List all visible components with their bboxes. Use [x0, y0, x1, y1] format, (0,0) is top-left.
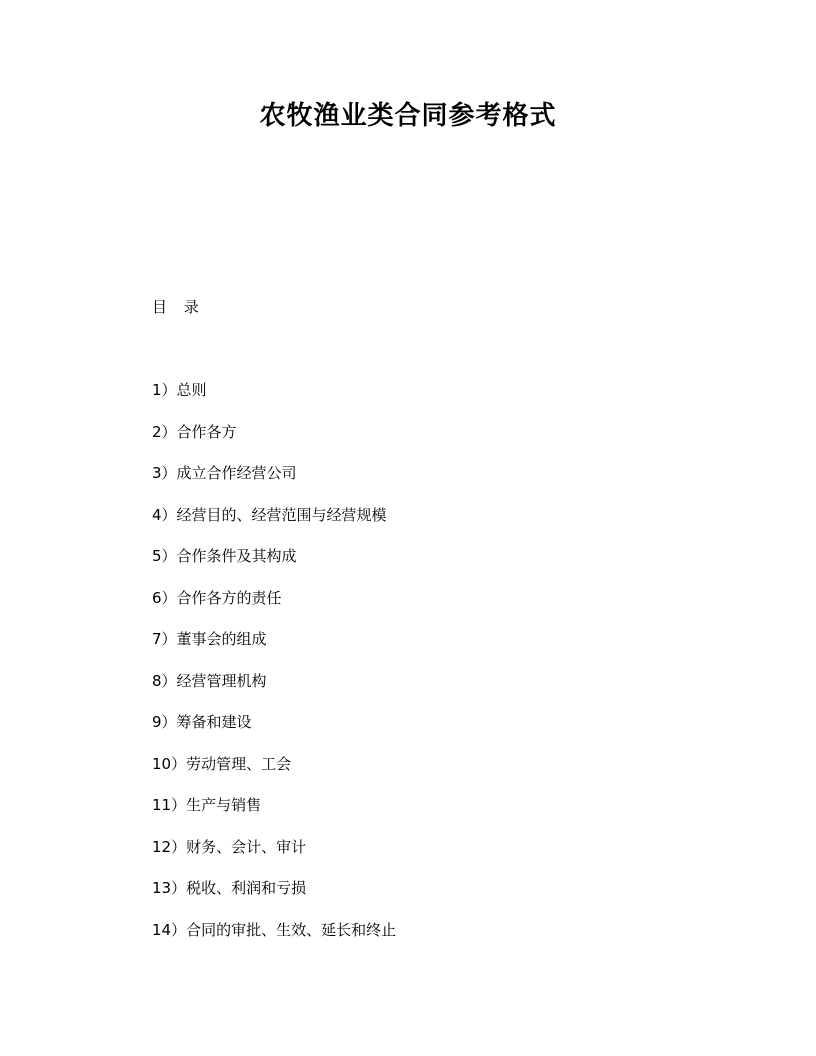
toc-list — [152, 379, 396, 960]
toc-item: 5）合作条件及其构成 — [152, 547, 297, 565]
toc-heading: 目 录 — [152, 298, 205, 316]
toc-item: 4）经营目的、经营范围与经营规模 — [152, 505, 387, 524]
toc-item: 2）合作各方 — [152, 422, 237, 441]
toc-item: 10）劳动管理、工会 — [152, 754, 292, 773]
toc-item: 9）筹备和建设 — [152, 713, 252, 731]
toc-item: 1）总则 — [152, 381, 207, 399]
toc-item: 14）合同的审批、生效、延长和终止 — [152, 920, 397, 939]
toc-item: 8）经营管理机构 — [152, 671, 267, 690]
toc-item: 7）董事会的组成 — [152, 630, 267, 648]
toc-item: 11）生产与销售 — [152, 796, 262, 814]
toc-item: 12）财务、会计、审计 — [152, 837, 307, 856]
toc-item: 6）合作各方的责任 — [152, 588, 282, 607]
toc-item: 3）成立合作经营公司 — [152, 464, 297, 482]
document-title: 农牧渔业类合同参考格式 — [259, 101, 557, 131]
toc-item: 13）税收、利润和亏损 — [152, 879, 307, 897]
